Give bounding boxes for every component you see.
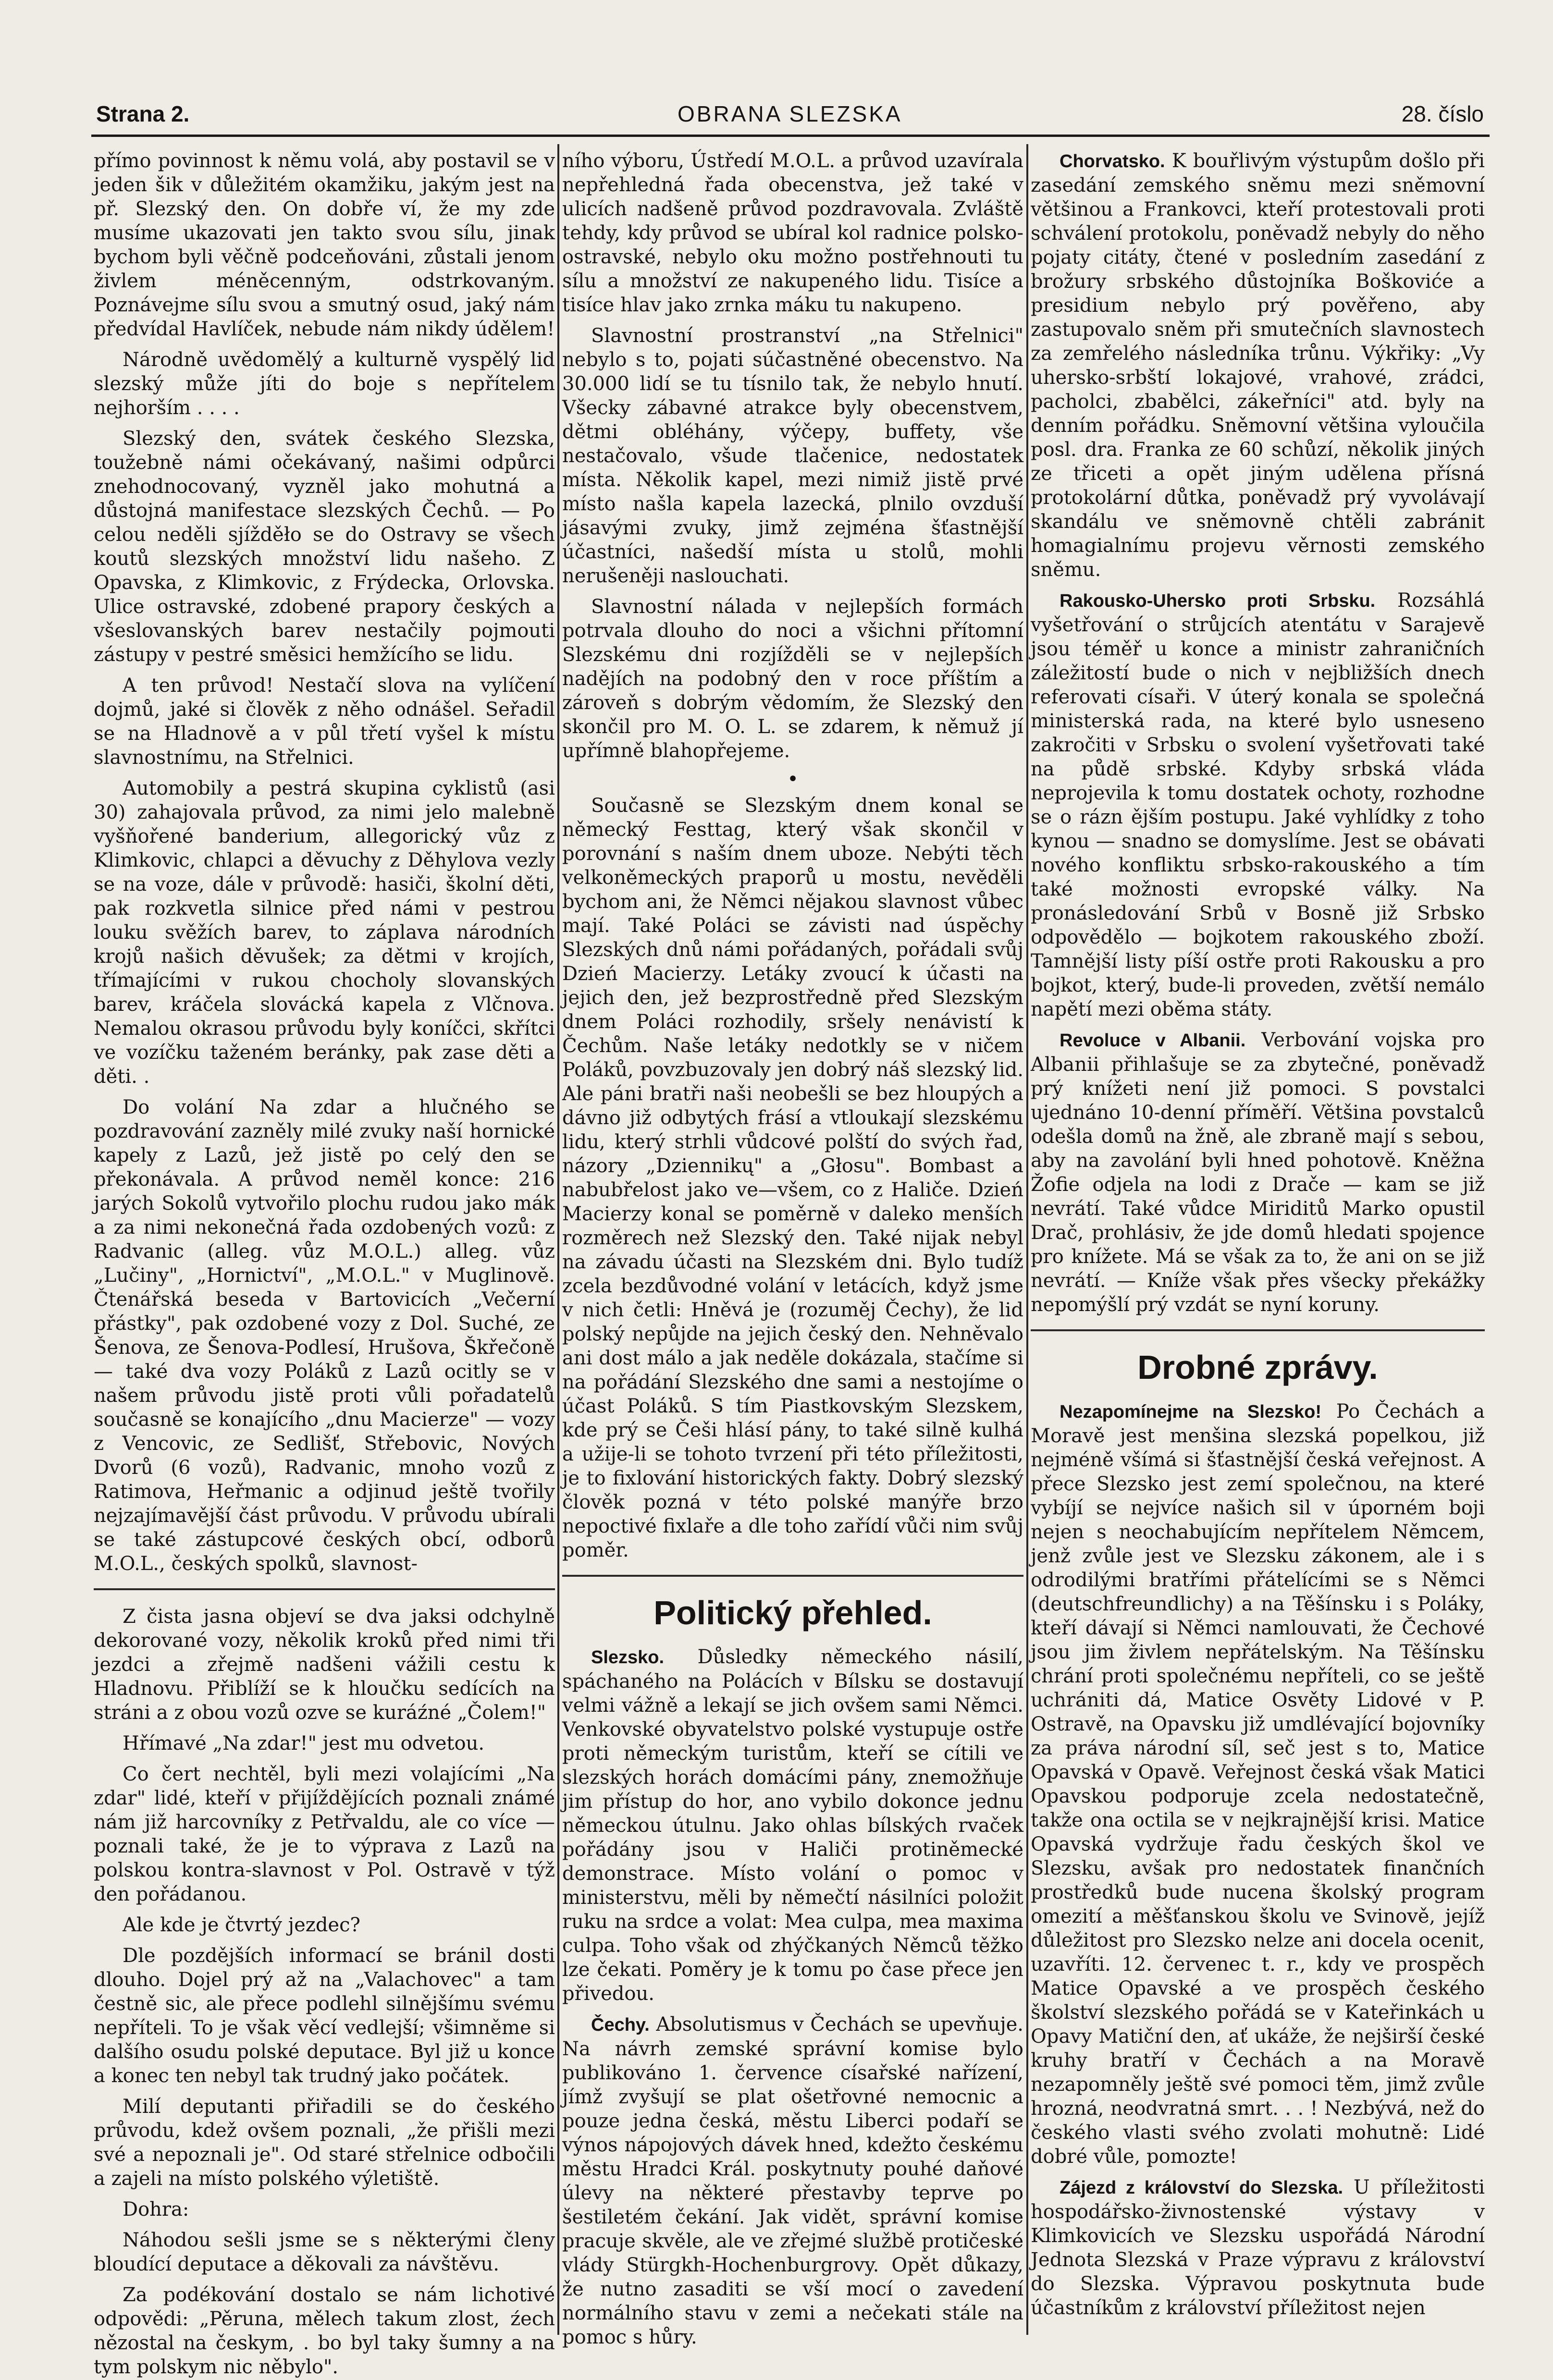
article-paragraph: Ale kde je čtvrtý jezdec? — [123, 1914, 360, 1936]
section-heading-politicky-prehled: Politický přehled. — [653, 1594, 932, 1632]
topic-lead: Rakousko-Uhersko proti Srbsku. — [1060, 591, 1376, 611]
dot-separator: • — [787, 768, 799, 790]
column-1 — [94, 149, 555, 2378]
header-rule — [91, 135, 1490, 137]
topic-text: Verbování vojska pro Albanii přihlašuje se za zbytečné, poněvadž prý knížeti není již pomoci. S povstalci ujednáno 10-denní příměří. Většina povstalců odešla domů na žně, ale zbraně mají s sebou, aby na zavolání byli hned pohotově. Kněžna Žofie odjela na lodi z Drače — kam se již nevrátí. Také vůdce Miriditů Marko opustil Drač, prohlásiv, že jde domů hledati spojence pro knížete. Má se však za to, že ani on se již nevrátí. — Kníže však přes všecky překážky nepomýšlí prý vzdát se nyní koruny. — [1031, 1029, 1485, 1316]
article-paragraph: Za podékování dostalo se nám lichotivé odpovědi: „Pěruna, mělech takum zlost, źech nězostal na českym, . bo byl taky šumny a na tym polskym nic něbylo". — [94, 2284, 555, 2378]
article-paragraph: přímo povinnost k němu volá, aby postavil se v jeden šik v důležitém okamžiku, jakým jest na př. Slezský den. On dobře ví, že my zde musíme ukazovati jen takto svou sílu, jinak bychom byli věčně podceňováni, zůstali jenom živlem méněcenným, odstrkovaným. Poznávejme sílu svou a smutný osud, jaký nám předvídal Havlíček, nebude nám nikdy údělem! — [94, 150, 555, 340]
article-paragraph — [562, 1645, 1023, 2006]
section-divider — [94, 1588, 555, 1590]
topic-text: Absolutismus v Čechách se upevňuje. Na návrh zemské správní komise bylo publikováno 1. července císařské nařízení, jímž zvyšují se plat ošetřovné nemocnic a pouze jedna česká, městu Liberci podaří se výnos nápojových dávek hned, kdežto českému městu Hradci Král. poskytnuty pouhé daňové úlevy na některé přestavby teprve po šestiletém čekání. Jak vidět, správní komise pracuje skvěle, ale ve zřejmé službě protičeské vlády Stürgkh-Hochenburgrovy. Opět důkazy, že nutno zasaditi se vší mocí o zavedení normálního stavu v zemi a nečekati stále na pomoc s hůry. — [562, 2013, 1023, 2348]
article-paragraph — [1031, 1028, 1485, 1317]
topic-lead: Nezapomínejme na Slezsko! — [1060, 1402, 1322, 1422]
topic-lead: Slezsko. — [591, 1647, 665, 1668]
topic-text: Po Čechách a Moravě jest menšina slezská popelkou, již nejméně všímá si šťastnější česká veřejnost. A přece Slezsko jest zemí společnou, na které vybíjí se nejvíce našich sil v úporném boji nejen s neochabujícím nepřítelem Němcem, jenž zvůle jest ve Slezsku zákonem, ale i s odrodilými bratřími přátelícími se s Němci (deutschfreundlichy) a na Těšínsku i s Poláky, kteří dávají si Němci namlouvati, že Čechové jsou jim živlem nepřátelským. Na Těšínsku chrání proti společnému nepříteli, co se ještě uchrániti dá, Matice Osvěty Lidové v P. Ostravě, na Opavsku již umdlévající bojovníky za práva národní síl, seč jest s to, Matice Opavská v Opavě. Veřejnost česká však Matici Opavskou podporuje zcela nedostatečně, takže ona octila se v nejkrajnější krisi. Matice Opavská vydržuje řadu českých škol ve Slezsku, avšak pro nedostatek finančních prostředků bude nucena školský program omezití a měšťanskou školu ve Svinově, jejíž důležitost pro Slezsko nelze ani docela ocenit, uzavříti. 12. červenec t. r., kdy ve prospěch Matice Opavské a ve prospěch českého školství slezského pořádá se v Kateřinkách u Opavy Matiční den, ať ukáže, že nejširší české kruhy bratří v Čechách a na Moravě nezapomněly ještě své pomoci těm, jimž zvůle hrozná, neodvratná smrt. . . ! Nezbývá, než do českého vlasti svého zvolati mohutně: Lidé dobré vůle, pomozte! — [1031, 1400, 1485, 2168]
article-paragraph: Dle pozdějších informací se bránil dosti dlouho. Dojel prý až na „Valachovec" a tam čestně sic, ale přece podlehl silnějšímu svému nepříteli. To je však věcí vedlejší; všimněme si dalšího osudu polské deputace. Byl již u konce a konec ten nebyl tak trudný jako počátek. — [94, 1945, 555, 2087]
topic-text: Rozsáhlá vyšetřování o strůjcích atentátu v Sarajevě jsou téměř u konce a ministr zahraničních záležitostí bude o nich v nejbližších dnech referovati císaři. V úterý konala se společná ministerská rada, na které bylo usneseno zakročiti v Srbsku o svolení vyšetřovati také na půdě srbské. Kdyby srbská vláda neprojevila k tomu dostatek ochoty, rozhodne se o rázn ějším postupu. Jaké vyhlídky z toho kynou — snadno se domyslíme. Jest se obávati nového konfliktu srbsko-rakouského a tím také možnosti evropské války. Na pronásledování Srbů v Bosně již Srbsko odpovědělo — bojkotem rakouského zboží. Tamnější listy píší ostře proti Rakousku a pro bojkot, který, bude-li proveden, zvětší nemálo napětí mezi oběma státy. — [1031, 589, 1485, 1020]
article-paragraph: Slezský den, svátek českého Slezska, toužebně námi očekávaný, našimi odpůrci znehodnocovaný, vyzněl jako mohutná a důstojná manifestace slezských Čechů. — Po celou neděli sjížděło se do Ostravy se všech koutů slezských množství lidu našeho. Z Opavska, z Klimkovic, z Frýdecka, Orlovska. Ulice ostravské, zdobené prapory českých a všeslovanských barev nestačily pojmouti zástupy v pestré směsici hemžícího se lidu. — [94, 428, 555, 666]
issue-number: 28. číslo — [1401, 101, 1484, 126]
article-paragraph: Milí deputanti přiřadili se do českého průvodu, kdež ovšem poznali, „že přišli mezi své a nepoznali je". Od staré střelnice odbočili a zajeli na místo polského výletiště. — [94, 2096, 555, 2190]
article-paragraph: Do volání Na zdar a hlučného se pozdravování zazněly milé zvuky naší hornické kapely z Lazů, jež jistě po celý den se překonávala. A průvod neměl konce: 216 jarých Sokolů vytvořilo plochu rudou jako mák a za nimi nekonečná řada ozdobených vozů: z Radvanic (alleg. vůz M.O.L.) alleg. vůz „Lučiny", „Hornictví", „M.O.L." v Muglinově. Čtenářská beseda v Bartovicích „Večerní přástky", pak ozdobené vozy z Dol. Suché, ze Šenova, ze Šenova-Podlesí, Hrušova, Škřečoně — také dva vozy Poláků z Lazů ocitly se v našem průvodu jistě proti vůli pořadatelů současně se konajícího „dnu Macierze" — vozy z Vencovic, ze Sedlišť, Střebovic, Nových Dvorů (6 vozů), Radvanic, mnoho vozů z Ratimova, Heřmanic a odjinud ještě tvořily nejzajímavější část průvodu. V průvodu ubírali se také zástupcové českých obcí, odborů M.O.L., českých spolků, slavnost- — [94, 1096, 555, 1575]
article-paragraph: Hřímavé „Na zdar!" jest mu odvetou. — [123, 1732, 485, 1754]
page-number: Strana 2. — [96, 101, 190, 126]
article-paragraph — [1031, 2175, 1485, 2320]
article-paragraph — [1031, 149, 1485, 582]
article-paragraph: Slavnostní nálada v nejlepších formách potrvala dlouho do noci a všichni přítomní Slezskému dni rozjížděli se v nejlepších nadějích na podobný den v roce příštím a zároveň s dobrým vědomím, že Slezský den skončil pro M. O. L. se zdarem, k němuž jí upřímně blahopřejeme. — [562, 596, 1023, 762]
article-paragraph: Současně se Slezským dnem konal se německý Festtag, který však skončil v porovnání s naším dnem uboze. Nebýti těch velkoněmeckých praporů u mostu, nevěděli bychom ani, že Němci nějakou slavnost vůbec mají. Také Poláci se závisti nad úspěchy Slezských dnů námi pořádaných, pořádali svůj Dzień Macierzy. Letáky zvoucí k účasti na jejich den, jež bezprostředně před Slezským dnem Poláci rozhodily, sršely nenávistí k Čechům. Naše letáky nedotkly se v ničem Poláků, povzbuzovaly jen dobrý náš slezský lid. Ale páni bratři naši neobešli se bez hloupých a dávno již odbytých frásí a vtloukají slezskému lidu, který strhli vůdcové polští do svých řad, názory „Dziennikų" a „Głosu". Bombast a nabubřelost jako ve—všem, co z Haliče. Dzień Macierzy konal se poměrně v daleko menších rozměrech než Slezský den. Také nijak nebyl na závadu účasti na Slezském dni. Bylo tudíž zcela bezdůvodné volání v letácích, když jsme v nich četli: Hněvá je (rozuměj Čechy), že lid polský nepůjde na jejich český den. Nehněvalo ani dost málo a jak neděle dokázala, stačíme si na pořádání Slezského dne sami a nestojíme o účast Poláků. S tím Piastkovským Slezskem, kde prý se Češi hlásí pány, to také silně kulhá a užije-li se tohoto tvrzení při této příležitosti, je to fixlování historických fakty. Dobrý slezský člověk pozná v této polské manýře brzo nepoctivé fixlaře a dle toho zařídí vůči nim svůj poměr. — [562, 795, 1023, 1561]
topic-text: Důsledky německého násilí, spáchaného na Polácích v Bílsku se dostavují velmi vážně a lekají se jich ovšem sami Němci. Venkovské obyvatelstvo polské vystupuje ostře proti německým turistům, kteří se cítili ve slezských horách domácími pány, znemožňuje jim přístup do hor, ano vybilo dokonce jednu německou útulnu. Jako ohlas bílských rvaček pořádány jsou v Haliči protiněmecké demonstrace. Místo volání o pomoc v ministerstvu, měli by němečtí násilníci položit ruku na srdce a volat: Mea culpa, mea maxima culpa. Toho však od zhýčkaných Němců těžko lze čekati. Poměry je k tomu po čase přece jen přivedou. — [562, 1646, 1023, 2005]
article-paragraph: Dohra: — [123, 2198, 189, 2221]
article-paragraph: Národně uvědomělý a kulturně vyspělý lid slezský může jíti do boje s nepřítelem nejhorším . . . . — [94, 349, 555, 419]
topic-lead: Revoluce v Albanii. — [1060, 1031, 1246, 1051]
article-paragraph: Co čert nechtěl, byli mezi volajícími „Na zdar" lidé, kteří v přijíždějících poznali známé nám již harcovníky z Petřvaldu, ale co více — poznali také, že je to výprava z Lazů na polskou kontra-slavnost v Pol. Ostravě v týž den pořádanou. — [94, 1763, 555, 1905]
page-header — [86, 101, 1490, 139]
section-divider — [562, 1575, 1023, 1577]
article-paragraph: ního výboru, Ústředí M.O.L. a průvod uzavírala nepřehledná řada obecenstva, jež také v ulicích nadšeně průvod pozdravovala. Zvláště tehdy, kdy průvod se ubíral kol radnice polsko-ostravské, nebylo oku možno postřehnouti tu sílu a množství ze nakupeného lidu. Tisíce a tisíce hlav jako zrnka máku tu nakupeno. — [562, 150, 1023, 316]
article-paragraph: Slavnostní prostranství „na Střelnici" nebylo s to, pojati súčastněné obecenstvo. Na 30.000 lidí se tu tísnilo tak, že nebylo hnutí. Všecky zábavné atrakce byly obecenstvem, dětmi obléhány, výčepy, buffety, vše nestačovalo, všude tlačenice, nedostatek místa. Několik kapel, mezi nimiž jistě prvé místo našla kapela lazecká, plnilo ovzduší jásavými zvuky, jimž zejména šťastnější účastníci, našedší místa u stolů, mohli nerušeněji naslouchati. — [562, 325, 1023, 587]
topic-text: U příležitosti hospodářsko-živnostenské výstavy v Klimkovicích ve Slezsku uspořádá Národní Jednota Slezská v Praze výpravu z království do Slezska. Výpravou poskytnuta bude účastníkům z království příležitost nejen — [1031, 2176, 1485, 2319]
section-heading-drobne-zpravy: Drobné zprávy. — [1137, 1349, 1378, 1386]
column-divider — [557, 144, 559, 2335]
column-3 — [1031, 149, 1485, 2349]
topic-lead: Chorvatsko. — [1060, 151, 1165, 172]
column-2 — [562, 149, 1023, 2349]
column-divider — [1026, 144, 1028, 2335]
article-paragraph — [562, 2012, 1023, 2349]
section-divider — [1031, 1329, 1485, 1331]
newspaper-title: OBRANA SLEZSKA — [678, 101, 902, 126]
article-paragraph — [1031, 589, 1485, 1021]
article-paragraph — [1031, 1399, 1485, 2169]
topic-lead: Čechy. — [591, 2015, 650, 2035]
topic-text: K bouřlivým výstupům došlo při zasedání zemského sněmu mezi sněmovní většinou a Frankovci, kteří protestovali proti schválení protokolu, poněvadž nebyly do něho pojaty citáty, čtené v posledním zasedání z brožury srbského důstojníka Boškoviće a presidium nebylo prý pověřeno, aby zastupovalo sněm při smutečních slavnostech za zemřelého následníka trůnu. Výkřiky: „Vy uhersko-srbští lokajové, vrahové, zrádci, pacholci, zbabělci, zákeřníci" atd. byly na denním pořádku. Sněmovní většina vyloučila posl. dra. Franka ze 60 schůzí, několik jiných ze třiceti a opět jiným udělena přísná protokolární důtka, poněvadž prý vyvolávají skandálu ve sněmovně chtěli zabránit homagialnímu projevu věrnosti zemského sněmu. — [1031, 150, 1485, 581]
article-paragraph: A ten průvod! Nestačí slova na vylíčení dojmů, jaké si člověk z něho odnášel. Seřadil se na Hladnově a v půl třetí vyšel k místu slavnostnímu, na Střelnici. — [94, 675, 555, 769]
article-paragraph: Automobily a pestrá skupina cyklistů (asi 30) zahajovala průvod, za nimi jelo malebně vyšňořené banderium, allegorický vůz z Klimkovic, chlapci a děvuchy z Děhylova vezly se na voze, dále v průvodě: hasiči, školní děti, pak rozkvetla silnice před námi v pestrou louku svěžích barev, to záplava národních krojů našich děvušek; za dětmi v krojích, třímajícími v rukou chocholy slovanských barev, kráčela slovácká kapela z Vlčnova. Nemalou okrasou průvodu byly koníčci, skřítci ve vozíčku taženém beránky, pak zase děti a děti. . — [94, 777, 555, 1088]
article-paragraph: Z čista jasna objeví se dva jaksi odchylně dekorované vozy, několik kroků před nimi tři jezdci a zřejmě nadšeni vážili cestu k Hladnovu. Přiblíží se k hloučku sedících na stráni a z obou vozů ozve se kuráźné „Čolem!" — [94, 1606, 555, 1724]
topic-lead: Zájezd z království do Slezska. — [1060, 2178, 1343, 2198]
article-paragraph: Náhodou sešli jsme se s některými členy bloudící deputace a děkovali za návštěvu. — [94, 2229, 555, 2275]
